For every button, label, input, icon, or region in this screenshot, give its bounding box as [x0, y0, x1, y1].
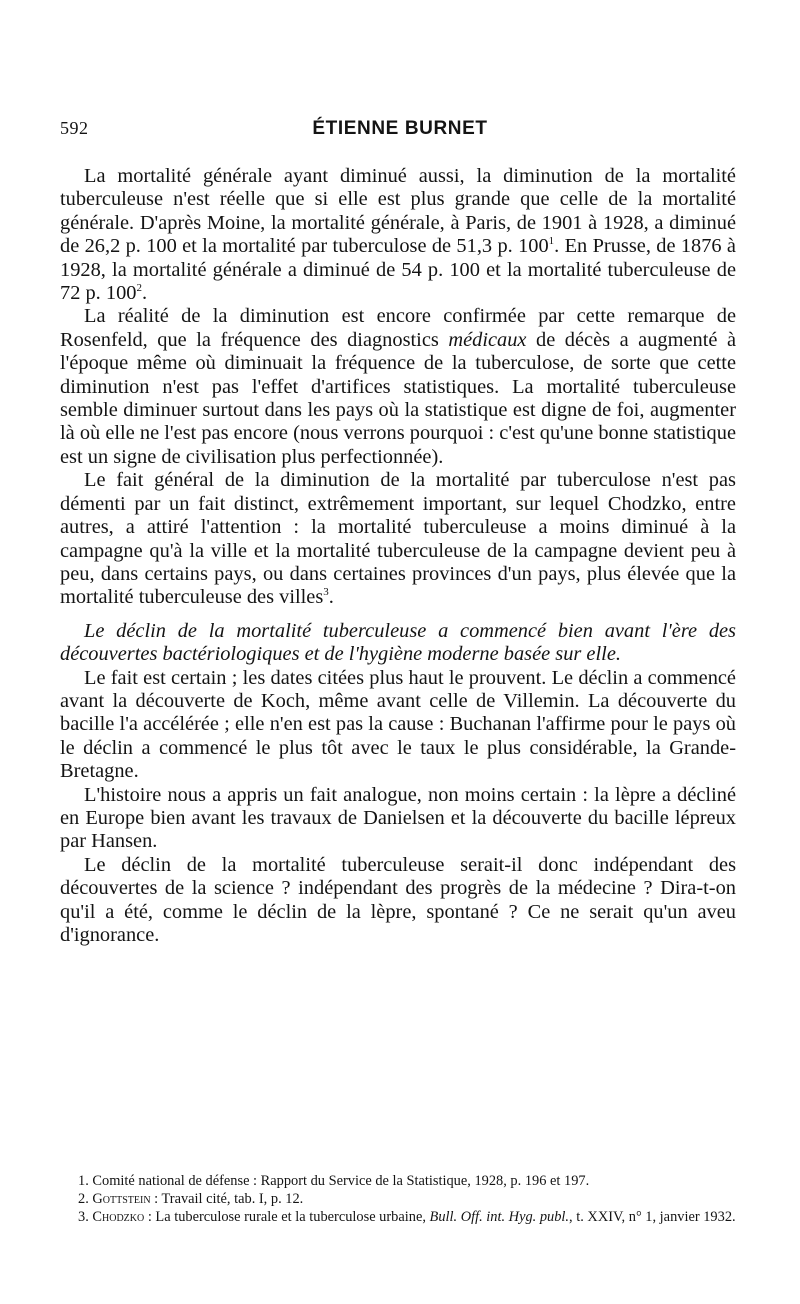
main-text: [60, 165, 736, 947]
paragraph-text: La réalité de la diminution est encore confirmée par cette remarque de Rosenfeld, que la fréquence des diagnostics: [60, 305, 736, 351]
footnote-1: [60, 1172, 736, 1190]
footnote-2: [60, 1190, 736, 1208]
footnote-number: 1.: [78, 1173, 89, 1189]
footnote-number: 2.: [78, 1191, 89, 1207]
footnote-text: Comité national de défense : Rapport du Service de la Statistique, 1928, p. 196 et 197.: [92, 1173, 590, 1189]
footnote-author: Chodzko: [92, 1209, 145, 1225]
footnote-text: , t. XXIV, n° 1, janvier 1932.: [569, 1209, 736, 1225]
paragraph-chodzko: [60, 469, 736, 609]
paragraph-rosenfeld: [60, 305, 736, 469]
footnote-ref-1: 1: [548, 235, 555, 248]
paragraph-text: de décès a augmenté à l'époque même où diminuait la fréquence de la tuberculose, de sorte que cette diminution n'est pas l'effet d'artifices statistiques. La mortalité tuberculeuse semble diminuer surtout dans les pays où la statistique est digne de foi, augmenter là où elle ne l'est pas encore (nous verrons pourquoi : c'est qu'une bonne statistique est un signe de civilisation plus perfectionnée).: [60, 328, 736, 468]
footnote-ref-3: 3: [323, 586, 329, 599]
footnote-author: Gottstein: [92, 1191, 151, 1207]
paragraph-conclusion: Le déclin de la mortalité tuberculeuse serait-il donc indépendant des découvertes de la science ? indépendant des progrès de la médecine ? Dira-t-on qu'il a été, comme le déclin de la lèpre, spontané ? Ce ne serait qu'un aveu d'ignorance.: [60, 853, 736, 946]
footnote-text: : La tuberculose rurale et la tuberculose urbaine,: [144, 1209, 430, 1225]
footnote-3: [60, 1208, 736, 1226]
footnote-number: 3.: [78, 1209, 89, 1225]
paragraph-text: La mortalité générale ayant diminué aussi, la diminution de la mortalité tuberculeuse n'est réelle que si elle est plus grande que celle de la mortalité générale. D'après Moine, la mortalité générale, à Paris, de 1901 à 1928, a diminué de 26,2 p. 100 et la mortalité par tuberculose de 51,3 p. 100: [60, 165, 736, 258]
running-title: ÉTIENNE BURNET: [312, 118, 488, 139]
page-number: 592: [60, 118, 89, 138]
paragraph-koch-villemin: Le fait est certain ; les dates citées plus haut le prouvent. Le déclin a commencé avant la découverte de Koch, même avant celle de Villemin. La découverte du bacille l'a accélérée ; elle n'en est pas la cause : Buchanan l'affirme pour le pays où le déclin a commencé le plus tôt avec le taux le plus considérable, la Grande-Bretagne.: [60, 666, 736, 783]
footnote-journal: Bull. Off. int. Hyg. publ.: [429, 1209, 570, 1225]
page-header: [60, 118, 740, 148]
footnotes: [60, 1172, 736, 1226]
paragraph-mortality-comparison: [60, 165, 736, 305]
paragraph-text: .: [141, 282, 148, 305]
footnote-ref-2: 2: [136, 282, 142, 295]
section-heading-italic: Le déclin de la mortalité tuberculeuse a commencé bien avant l'ère des découvertes bactériologiques et de l'hygiène moderne basée sur elle.: [60, 619, 736, 666]
paragraph-text: . En Prusse, de 1876 à 1928, la mortalité générale a diminué de 54 p. 100 et la mortalité tuberculeuse de 72 p. 100: [60, 235, 736, 305]
paragraph-leprosy: L'histoire nous a appris un fait analogue, non moins certain : la lèpre a décliné en Europe bien avant les travaux de Danielsen et la découverte du bacille lépreux par Hansen.: [60, 783, 736, 853]
paragraph-text: Le fait général de la diminution de la mortalité par tuberculose n'est pas démenti par un fait distinct, extrêmement important, sur lequel Chodzko, entre autres, a attiré l'attention : la mortalité tuberculeuse a moins diminué à la campagne qu'à la ville et la mortalité tuberculeuse de la campagne devient peu à peu, dans certains pays, ou dans certaines provinces d'un pays, plus élevée que la mortalité tuberculeuse des villes: [60, 469, 736, 609]
emphasis-medicaux: médicaux: [448, 328, 527, 351]
paragraph-text: .: [328, 586, 334, 609]
footnote-text: : Travail cité, tab. I, p. 12.: [150, 1191, 304, 1207]
